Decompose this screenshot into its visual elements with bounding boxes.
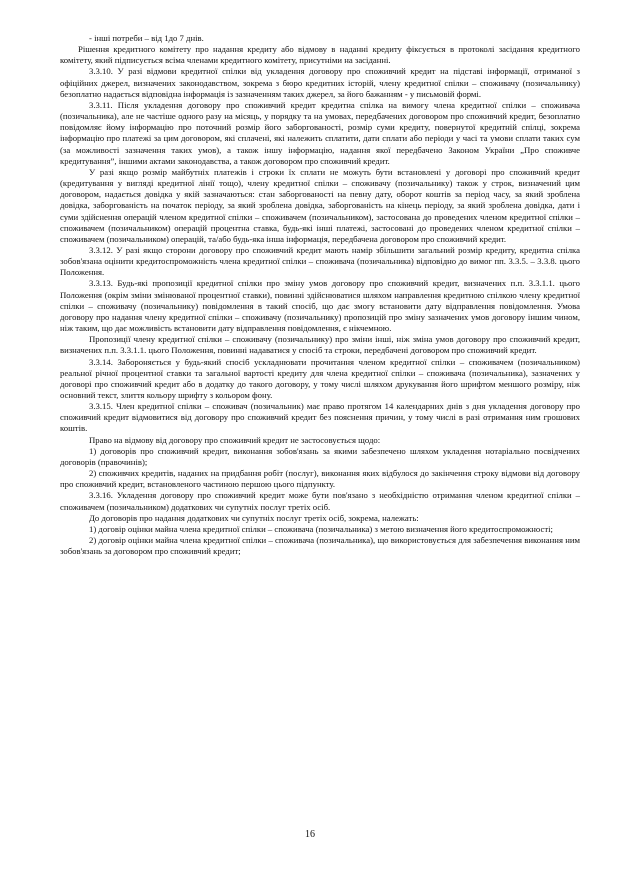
- paragraph: 3.3.16. Укладення договору про споживчий кредит може бути пов'язано з необхідністю отримання членом кредитної спілки – споживачем (позичальником) додаткових чи супутніх послуг третіх осіб.: [60, 490, 580, 512]
- paragraph: - інші потреби – від 1до 7 днів.: [89, 33, 204, 43]
- list-item: 1) договір оцінки майна члена кредитної спілки – споживача (позичальника) з метою визначення його кредитоспроможності;: [89, 523, 553, 534]
- paragraph: 3.3.11. Після укладення договору про споживчий кредит кредитна спілка на вимогу члена кредитної спілки – споживача (позичальника), але не частіше одного разу на місяць, у порядку та на умовах, передбачених договором про споживчий кредит, безоплатно повідомляє йому інформацію про поточний розмір його заборгованості, розмір суми кредиту, повернутої кредитній спілці, зокрема інформацію про платежі за цим договором, які сплачені, які належить сплатити, дати сплати або періоди у часі та умови сплати таких сум (за можливості зазначення таких умов), а також іншу інформацію, надання якої передбачено Законом України „Про споживче кредитування”, іншими актами законодавства, а також договором про споживчий кредит.: [60, 99, 580, 166]
- paragraph: Рішення кредитного комітету про надання кредиту або відмову в наданні кредиту фіксується в протоколі засідання кредитного комітету, який підписується всіма членами кредитного комітету, присутніми на засіданні.: [60, 44, 580, 66]
- list-item: 1) договорів про споживчий кредит, виконання зобов'язань за якими забезпечено шляхом укладення нотаріально посвідчених договорів (правочинів);: [60, 445, 580, 467]
- paragraph: У разі якщо розмір майбутніх платежів і строки їх сплати не можуть бути встановлені у договорі про споживчий кредит (кредитування у вигляді кредитної лінії тощо), члену кредитної спілки – споживачу (позичальнику) також у строк, визначений цим договором, надається довідка у якій зазначаються: стан заборгованості на певну дату, оборот коштів за період часу, за який зроблена довідка, заборгованість на початок періоду, за який зроблена довідка, заборгованість на кінець періоду, за який зроблена довідка, дати і суми здійснення операцій членом кредитної спілки – споживачем (позичальником), застосована до проведених членом кредитної спілки – споживачем (позичальником) операцій процентна ставка, будь-які інші платежі, застосовані до проведених членом кредитної спілки – споживачем (позичальником) операцій, та/або будь-яка інша інформація, передбачена договором про споживчий кредит.: [60, 166, 580, 244]
- paragraph: 3.3.15. Член кредитної спілки – споживач (позичальник) має право протягом 14 календарних днів з дня укладення договору про споживчий кредит відмовитися від договору про споживчий кредит без пояснення причин, у тому числі в разі отримання ним грошових коштів.: [60, 401, 580, 434]
- paragraph: 3.3.13. Будь-які пропозиції кредитної спілки про зміну умов договору про споживчий кредит, визначених п.п. 3.3.1.1. цього Положення (окрім зміни змінюваної процентної ставки), повинні здійснюватися шляхом направлення кредитною спілкою члену кредитної спілки – споживачу (позичальнику) повідомлення в такий спосіб, що дає змогу встановити дату відправлення повідомлення. Умова договору про надання члену кредитної спілки – споживачу (позичальнику) пропозицій про зміну зазначених умов договору іншим чином, ніж таким, що дає можливість встановити дату відправлення повідомлення, є нікчемною.: [60, 278, 580, 334]
- paragraph: 3.3.14. Забороняється у будь-який спосіб ускладнювати прочитання членом кредитної спілки – споживачем (позичальником) реальної річної процентної ставки та загальної вартості кредиту для члена кредитної спілки – споживача (позичальника), зазначених у договорі про споживчий кредит або в додатку до такого договору, у тому числі шляхом друкування його шрифтом меншого розміру, ніж основний текст, злиття кольору шрифту з кольором фону.: [60, 356, 580, 400]
- list-item: 2) договір оцінки майна члена кредитної спілки – споживача (позичальника), що використовується для забезпечення виконання ним зобов'язань за договором про споживчий кредит;: [60, 535, 580, 557]
- paragraph: До договорів про надання додаткових чи супутніх послуг третіх осіб, зокрема, належать:: [89, 512, 419, 523]
- paragraph: 3.3.10. У разі відмови кредитної спілки від укладення договору про споживчий кредит на підставі інформації, отриманої з офіційних джерел, визначених законодавством, зокрема з бюро кредитних історій, члену кредитної спілки – споживачу (позичальнику) безоплатно надається відповідна інформація із зазначенням таких джерел, за його бажанням - у письмовій формі.: [60, 66, 580, 99]
- paragraph: Право на відмову від договору про споживчий кредит не застосовується щодо:: [89, 434, 381, 445]
- page-number: 16: [305, 829, 315, 840]
- paragraph: 3.3.12. У разі якщо сторони договору про споживчий кредит мають намір збільшити загальний розмір кредиту, кредитна спілка зобов'язана оцінити кредитоспроможність члена кредитної спілки – споживача (позичальника) відповідно до вимог пп. 3.3.5. – 3.3.8. цього Положення.: [60, 244, 580, 278]
- document-body: [60, 33, 580, 557]
- list-item: 2) споживчих кредитів, наданих на придбання робіт (послуг), виконання яких відбулося до закінчення строку відмови від договору про споживчий кредит, встановленого частиною першою цього підпункту.: [60, 468, 580, 490]
- paragraph: Пропозиції члену кредитної спілки – споживачу (позичальнику) про зміни інші, ніж зміна умов договору про споживчий кредит, визначених п.п. 3.3.1.1. цього Положення, повинні надаватися у спосіб та строки, передбачені договором про споживчий кредит.: [60, 334, 580, 356]
